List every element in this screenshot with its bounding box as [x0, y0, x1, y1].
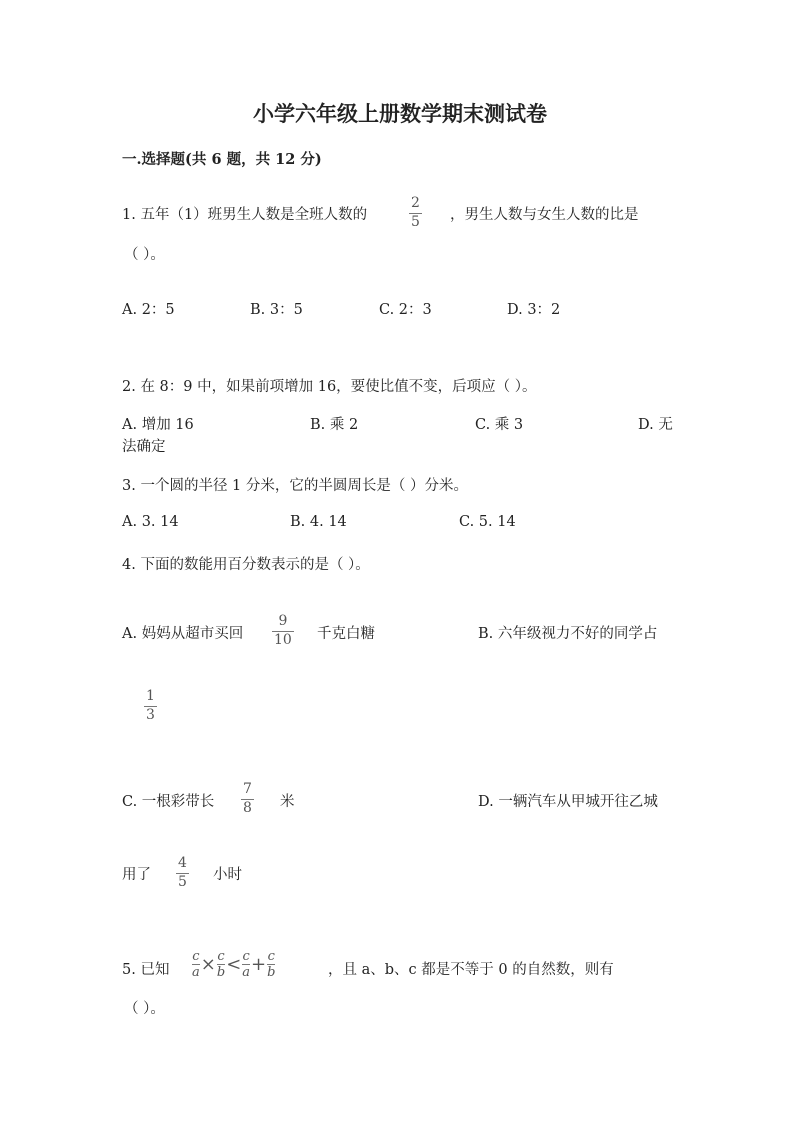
q5-b: b	[216, 965, 226, 980]
q1-option-a: A. 2：5	[122, 302, 175, 318]
q4-option-d-text: D. 一辆汽车从甲城开往乙城	[478, 794, 658, 810]
q3-option-b: B. 4. 14	[290, 514, 347, 530]
q2-option-d: D. 无	[638, 417, 673, 433]
q5-c: c	[242, 949, 250, 964]
q5-text-c: （ ）。	[124, 1001, 165, 1017]
q2-option-c: C. 乘 3	[475, 417, 524, 433]
q5-a: a	[192, 965, 200, 980]
q4-option-c-unit: 米	[280, 794, 295, 810]
q1-text-c: （ ）。	[124, 247, 165, 263]
q5-frac-c-over-b-2	[267, 950, 275, 979]
q4-a-frac-denominator: 10	[274, 631, 292, 648]
q4-option-d-text2: 用了	[122, 867, 151, 883]
q4-c-frac-numerator: 7	[243, 781, 252, 797]
q4-option-c-fraction	[241, 782, 254, 815]
q5-less-than: <	[226, 954, 242, 975]
q5-text-a: 5. 已知	[122, 962, 170, 978]
q4-text: 4. 下面的数能用百分数表示的是（ ）。	[122, 557, 370, 573]
q5-frac-c-over-a	[192, 950, 200, 979]
q2-option-b: B. 乘 2	[310, 417, 359, 433]
q3-option-a: A. 3. 14	[122, 514, 179, 530]
q5-text-b: ，且 a、b、c 都是不等于 0 的自然数，则有	[328, 962, 614, 978]
q5-c: c	[267, 949, 275, 964]
q4-a-frac-numerator: 9	[278, 613, 288, 629]
q1-option-b: B. 3：5	[250, 302, 303, 318]
q4-option-c-text: C. 一根彩带长	[122, 794, 215, 810]
q4-option-b-fraction	[144, 689, 157, 722]
q4-option-d-fraction	[176, 856, 189, 889]
q4-option-a-text: A. 妈妈从超市买回	[122, 626, 244, 642]
q1-option-c: C. 2：3	[379, 302, 432, 318]
q4-d-frac-numerator: 4	[178, 855, 187, 871]
q1-option-d: D. 3：2	[507, 302, 561, 318]
q5-times: ×	[200, 954, 216, 975]
q1-frac-numerator: 2	[411, 195, 420, 211]
q4-b-frac-denominator: 3	[146, 706, 155, 723]
q4-option-b-text: B. 六年级视力不好的同学占	[478, 626, 658, 642]
q5-inequality	[192, 950, 275, 979]
q5-frac-c-over-b	[217, 950, 225, 979]
q5-plus: +	[251, 954, 267, 975]
q5-a: a	[242, 965, 251, 980]
page-title: 小学六年级上册数学期末测试卷	[253, 101, 547, 126]
q1-text-b: ，男生人数与女生人数的比是	[450, 207, 639, 223]
q1-text-a: 1. 五年（1）班男生人数是全班人数的	[122, 207, 368, 223]
q2-option-a: A. 增加 16	[122, 417, 194, 433]
q2-text: 2. 在 8：9 中，如果前项增加 16，要使比值不变，后项应（ ）。	[122, 379, 537, 395]
q4-b-frac-numerator: 1	[146, 688, 155, 704]
q5-c: c	[217, 949, 225, 964]
q3-text: 3. 一个圆的半径 1 分米，它的半圆周长是（ ）分米。	[122, 478, 468, 494]
q4-c-frac-denominator: 8	[243, 799, 252, 816]
q4-option-a-fraction	[272, 614, 294, 647]
q4-d-frac-denominator: 5	[178, 873, 187, 890]
q5-frac-c-over-a-2	[242, 950, 250, 979]
q2-option-d-wrap: 法确定	[122, 439, 166, 455]
q3-option-c: C. 5. 14	[459, 514, 516, 530]
q1-fraction	[409, 196, 422, 229]
q5-b: b	[267, 965, 276, 980]
q4-option-d-unit: 小时	[213, 867, 242, 883]
q4-option-a-unit: 千克白糖	[317, 626, 375, 642]
q1-frac-denominator: 5	[411, 213, 420, 230]
section-heading: 一.选择题(共 6 题，共 12 分)	[122, 151, 322, 168]
q5-c: c	[192, 949, 200, 964]
